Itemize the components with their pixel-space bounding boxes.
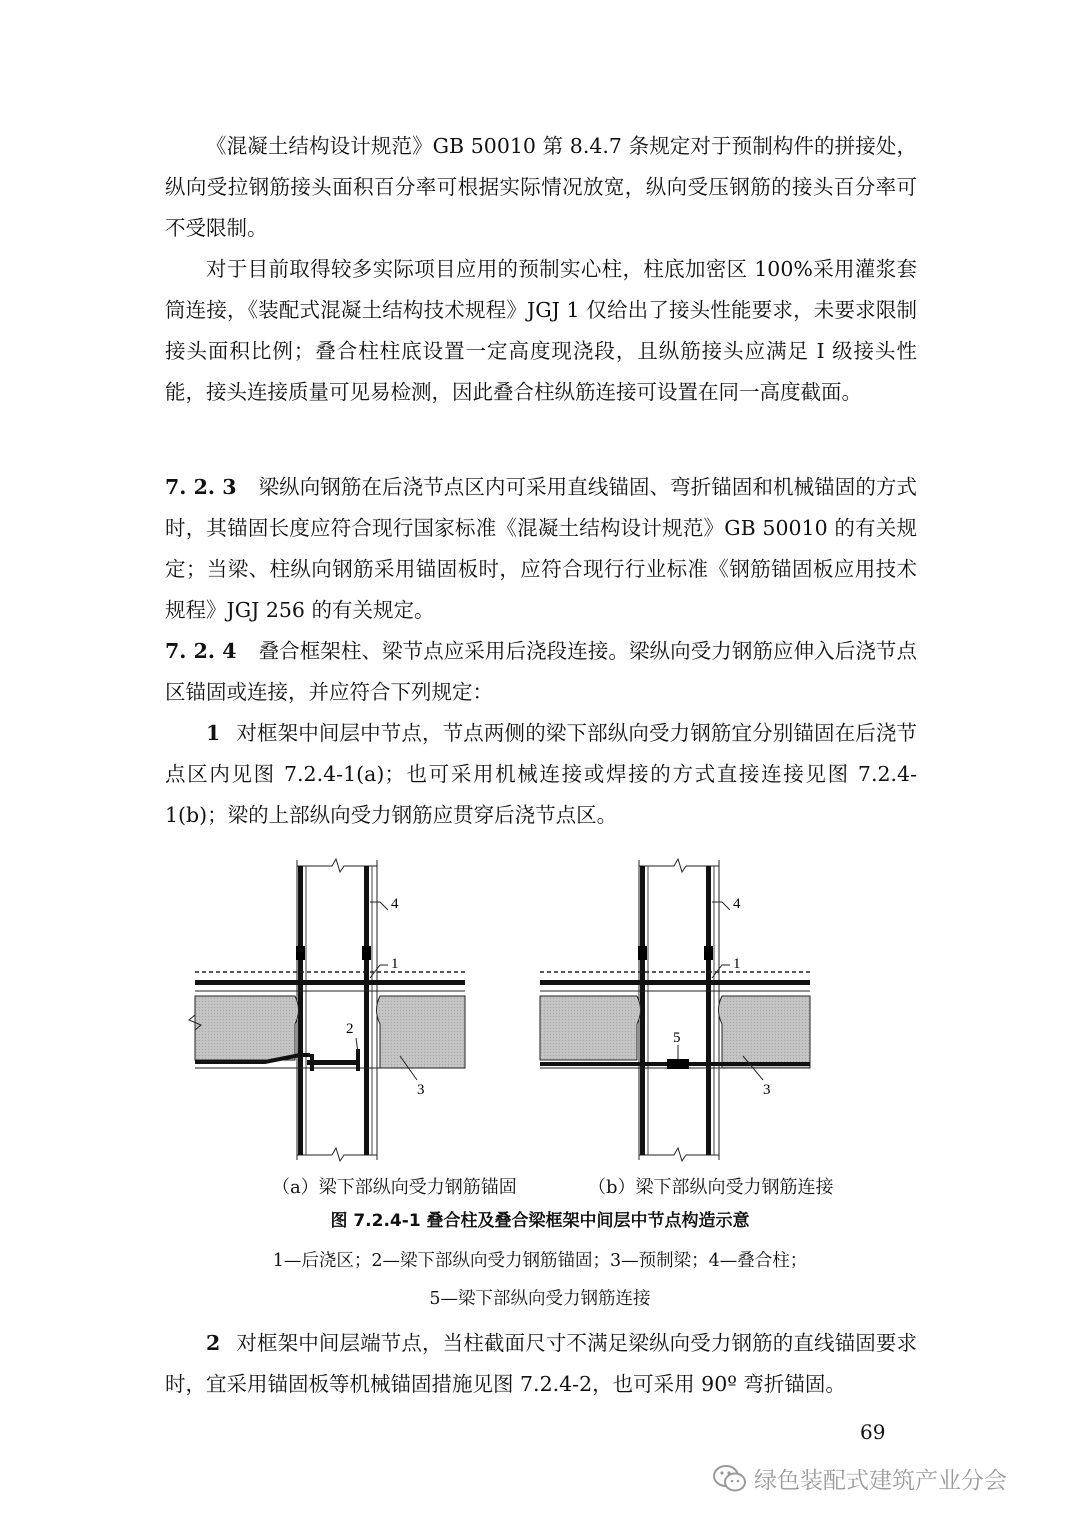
- figure-b-caption: （b）梁下部纵向受力钢筋连接: [588, 1177, 834, 1198]
- page-number: 69: [860, 1420, 886, 1444]
- item-text: 对框架中间层中节点，节点两侧的梁下部纵向受力钢筋宜分别锚固在后浇节点区内见图 7.2.4-1(a)；也可采用机械连接或焊接的方式直接连接见图 7.2.4-1(b)；梁的上部纵向受力钢筋应贯穿后浇节点区。: [165, 721, 917, 827]
- section-7-2-3: [165, 467, 917, 631]
- label-5: 5: [673, 1030, 681, 1046]
- paragraph-precast-column: 对于目前取得较多实际项目应用的预制实心柱，柱底加密区 100%采用灌浆套筒连接，《装配式混凝土结构技术规程》JGJ 1 仅给出了接头性能要求，未要求限制接头面积比例；叠合柱柱底设置一定高度现浇段，且纵筋接头应满足 I 级接头性能，接头连接质量可见易检测，因此叠合柱纵筋连接可设置在同一高度截面。: [165, 257, 917, 404]
- watermark: [712, 1462, 1007, 1495]
- label-3: 3: [417, 1082, 425, 1098]
- paragraph-code-provision: 《混凝土结构设计规范》GB 50010 第 8.4.7 条规定对于预制构件的拼接处，纵向受拉钢筋接头面积百分率可根据实际情况放宽，纵向受压钢筋的接头百分率可不受限制。: [165, 134, 917, 240]
- figure-a-diagram: [180, 850, 480, 1170]
- label-4: 4: [733, 896, 741, 912]
- figure-a-caption: （a）梁下部纵向受力钢筋锚固: [272, 1177, 517, 1198]
- label-3: 3: [763, 1082, 771, 1098]
- section-7-2-4: [165, 631, 917, 713]
- item-number: 1: [206, 721, 221, 745]
- section-number: 7. 2. 3: [165, 475, 237, 499]
- figure-legend-line1: 1—后浇区；2—梁下部纵向受力钢筋锚固；3—预制梁；4—叠合柱；: [272, 1251, 808, 1271]
- item-number: 2: [206, 1331, 221, 1355]
- figure-title: 图 7.2.4-1 叠合柱及叠合梁框架中间层中节点构造示意: [330, 1211, 750, 1231]
- figure-legend-line2: 5—梁下部纵向受力钢筋连接: [429, 1289, 651, 1309]
- watermark-text: 绿色装配式建筑产业分会: [754, 1468, 1007, 1494]
- label-1: 1: [391, 956, 399, 972]
- wechat-icon: [712, 1464, 748, 1494]
- item-1: [165, 713, 917, 836]
- figure-b-diagram: [525, 850, 825, 1170]
- label-1: 1: [733, 956, 741, 972]
- item-text: 对框架中间层端节点，当柱截面尺寸不满足梁纵向受力钢筋的直线锚固要求时，宜采用锚固板等机械锚固措施见图 7.2.4-2，也可采用 90º 弯折锚固。: [165, 1331, 917, 1396]
- section-text: 梁纵向钢筋在后浇节点区内可采用直线锚固、弯折锚固和机械锚固的方式时，其锚固长度应符合现行国家标准《混凝土结构设计规范》GB 50010 的有关规定；当梁、柱纵向钢筋采用锚固板时，应符合现行行业标准《钢筋锚固板应用技术规程》JGJ 256 的有关规定。: [165, 475, 917, 622]
- label-2: 2: [346, 1021, 354, 1037]
- item-2: [165, 1323, 917, 1405]
- section-text: 叠合框架柱、梁节点应采用后浇段连接。梁纵向受力钢筋应伸入后浇节点区锚固或连接，并应符合下列规定：: [165, 639, 917, 704]
- section-number: 7. 2. 4: [165, 639, 237, 663]
- label-4: 4: [391, 896, 399, 912]
